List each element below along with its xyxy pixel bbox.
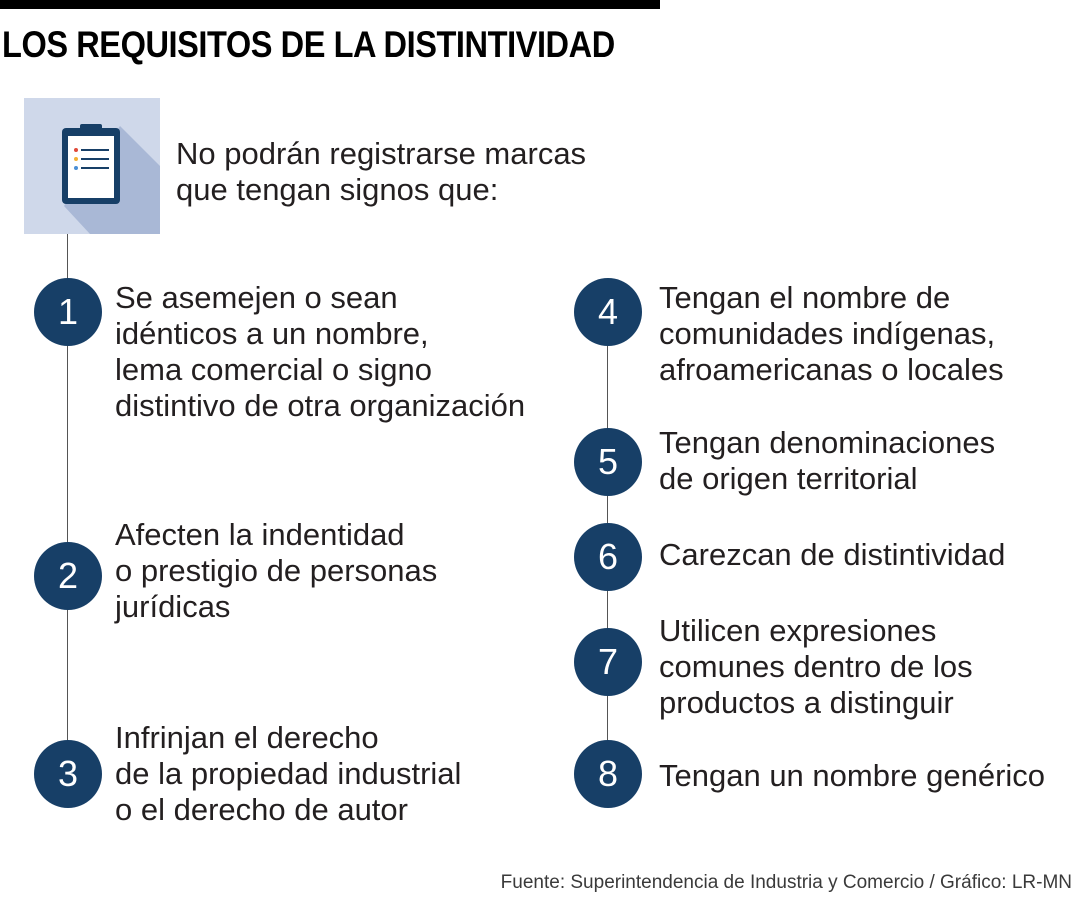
requirement-line: de origen territorial [659, 461, 918, 496]
requirement-line: Afecten la indentidad [115, 517, 405, 552]
requirement-line: Utilicen expresiones [659, 613, 937, 648]
requirement-4 [659, 280, 1004, 388]
requirement-6 [659, 537, 1005, 573]
requirement-line: comunes dentro de los [659, 649, 973, 684]
top-rule [0, 0, 660, 9]
number-circle-5: 5 [574, 428, 642, 496]
number-circle-8: 8 [574, 740, 642, 808]
requirement-line: Carezcan de distintividad [659, 537, 1006, 572]
requirement-line: Infrinjan el derecho [115, 720, 379, 755]
source-credit: Fuente: Superintendencia de Industria y Comercio / Gráfico: LR-MN [500, 872, 1072, 893]
requirement-line: comunidades indígenas, [659, 316, 996, 351]
number-circle-2: 2 [34, 542, 102, 610]
requirement-line: Tengan un nombre genérico [659, 758, 1046, 793]
requirement-line: o prestigio de personas [115, 553, 438, 588]
requirement-line: lema comercial o signo [115, 352, 433, 387]
requirement-line: afroamericanas o locales [659, 352, 1004, 387]
requirement-line: Tengan el nombre de [659, 280, 951, 315]
requirement-line: idénticos a un nombre, [115, 316, 429, 351]
intro-line: No podrán registrarse marcas [176, 136, 587, 171]
requirement-line: distintivo de otra organización [115, 388, 526, 423]
intro-text [176, 136, 586, 208]
requirement-1 [115, 280, 525, 424]
requirement-line: Se asemejen o sean [115, 280, 398, 315]
requirement-line: o el derecho de autor [115, 792, 408, 827]
requirement-8 [659, 758, 1045, 794]
page-title: LOS REQUISITOS DE LA DISTINTIVIDAD [2, 24, 615, 65]
requirement-3 [115, 720, 461, 828]
requirement-5 [659, 425, 995, 497]
number-circle-1: 1 [34, 278, 102, 346]
number-circle-6: 6 [574, 523, 642, 591]
requirement-line: de la propiedad industrial [115, 756, 462, 791]
requirement-line: Tengan denominaciones [659, 425, 996, 460]
requirement-7 [659, 613, 973, 721]
number-circle-4: 4 [574, 278, 642, 346]
icon-box [24, 98, 160, 234]
requirement-2 [115, 517, 437, 625]
requirement-line: productos a distinguir [659, 685, 954, 720]
number-circle-3: 3 [34, 740, 102, 808]
clipboard-icon [24, 98, 160, 234]
intro-line: que tengan signos que: [176, 172, 499, 207]
number-circle-7: 7 [574, 628, 642, 696]
requirement-line: jurídicas [115, 589, 231, 624]
